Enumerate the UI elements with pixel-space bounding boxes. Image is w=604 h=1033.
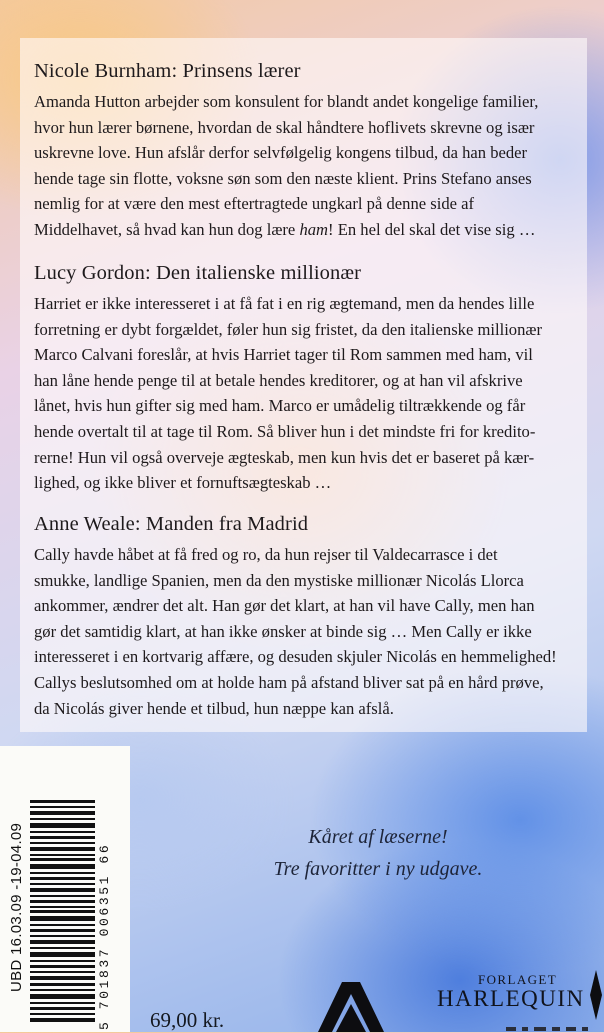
last-line-start: Middelhavet, så hvad kan hun dog lære <box>34 219 300 239</box>
section-2-line: Harriet er ikke interesseret i at få fat i en rig ægtemand, men da hendes lille <box>34 294 535 313</box>
section-3-line: Cally havde håbet at få fred og ro, da hun rejser til Valdecarrasce i det <box>34 545 498 564</box>
section-3-line: gør det samtidig klart, at han ikke ønsker at binde sig … Men Cally er ikke <box>34 621 532 641</box>
section-3-line: ankommer, ændrer det alt. Han gør det klart, at han vil have Cally, men han <box>34 596 535 616</box>
section-3-line: Callys beslutsomhed om at holde ham på afstand bliver sat på en hård prøve, <box>34 672 544 692</box>
diamond-icon <box>590 970 602 1020</box>
publisher-prefix: FORLAGET <box>478 972 558 987</box>
section-1-line: hvor hun lærer børnene, hvordan de skal håndtere hoflivets skrevne og især <box>34 117 535 137</box>
section-3-line: da Nicolás giver hende et tilbud, hun næppe kan afslå. <box>34 698 394 718</box>
tagline-line-1: Kåret af læserne! <box>308 826 448 848</box>
section-1-line: Amanda Hutton arbejder som konsulent for blandt andet kongelige familier, <box>34 92 539 111</box>
section-1-title: Nicole Burnham: Prinsens lærer <box>34 60 301 82</box>
decorative-dots <box>500 1026 604 1032</box>
barcode-digits: 5 701837 006351 66 <box>97 842 112 1030</box>
last-line-end: ! En hel del skal det vise sig … <box>328 219 536 239</box>
publisher-name: HARLEQUIN <box>437 986 585 1011</box>
section-3-title: Anne Weale: Manden fra Madrid <box>34 513 309 535</box>
publisher-logo-icon <box>312 982 390 1032</box>
book-section-2 <box>34 262 574 496</box>
section-2-line: forretning er dybt forgældet, føler hun sig fristet, da den italienske millionær <box>34 319 542 339</box>
section-2-line: han låne hende penge til at betale hendes kreditorer, og at han vil afskrive <box>34 370 523 390</box>
section-2-line: lighed, og ikke bliver et fornuftsægteskab … <box>34 473 332 493</box>
book-section-1 <box>34 60 574 243</box>
price-label: 69,00 kr. <box>150 1008 225 1032</box>
section-3-line: smukke, landlige Spanien, men da den mystiske millionær Nicolás Llorca <box>34 570 524 590</box>
section-3-line: interesseret i en kortvarig affære, og desuden skjuler Nicolás en hemmelighed! <box>34 647 557 667</box>
ubd-date-label: UBD 16.03.09 -19-04.09 <box>8 822 25 992</box>
section-2-title: Lucy Gordon: Den italienske millionær <box>34 262 362 284</box>
section-1-line: uskrevne love. Hun afslår derfor selvfølgelig kongens tilbud, da han beder <box>34 143 528 163</box>
section-1-last-line <box>34 217 574 243</box>
section-2-line: lånet, hvis hun gifter sig med ham. Marco er umådelig tiltrækkende og får <box>34 396 526 416</box>
section-2-line: Marco Calvani foreslår, at hvis Harriet tager til Rom sammen med ham, vil <box>34 345 533 365</box>
section-1-line: nemlig for at være den mest eftertragtede ungkarl på denne side af <box>34 194 475 214</box>
section-1-line: hende tage sin flotte, voksne søn som den næste klient. Prins Stefano anses <box>34 168 532 188</box>
section-2-line: rerne! Hun vil også overveje ægteskab, men kun hvis det er baseret på kær- <box>34 447 535 467</box>
italic-word: ham <box>299 219 329 239</box>
barcode-icon <box>30 800 95 1025</box>
section-2-line: hende overtalt til at tage til Rom. Så bliver hun i det mindste fri for kredito- <box>34 421 536 441</box>
tagline-line-2: Tre favoritter i ny udgave. <box>273 858 483 880</box>
book-section-3 <box>34 513 574 721</box>
